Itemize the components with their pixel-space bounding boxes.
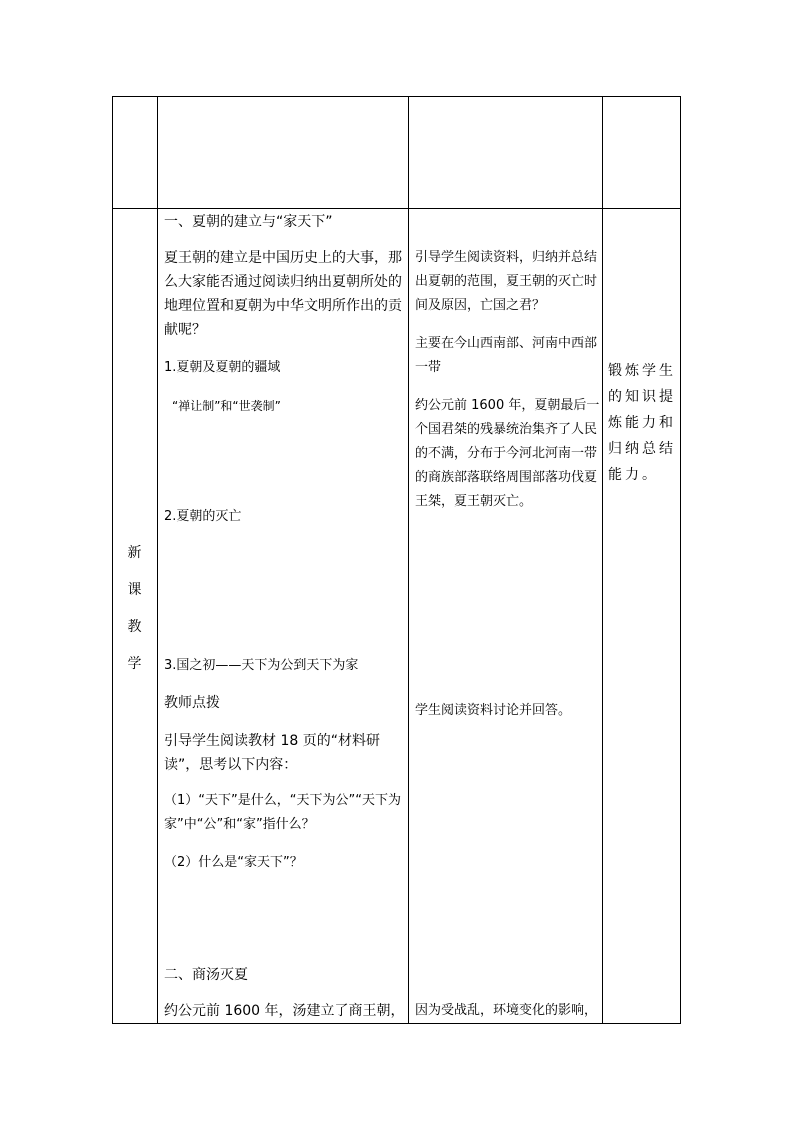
section-label [112, 535, 157, 683]
content-teacher: 教师点拨 [164, 695, 220, 711]
section-label-char: 课 [127, 582, 142, 598]
table-col-divider-2 [408, 96, 409, 1024]
content-question-1: （1）“天下”是什么，“天下为公”“天下为家”中“公”和“家”指什么？ [164, 793, 401, 832]
table-col-divider-1 [157, 96, 158, 1024]
content-question-2: （2）什么是“家天下”？ [164, 855, 303, 870]
activity-collapse: 约公元前 1600 年，夏朝最后一个国君桀的残暴统治集齐了人民的不满，分布于今河北河南一带的商族部落联络周围部落功伐夏王桀，夏王朝灭亡。 [415, 398, 600, 509]
content-last-line: 约公元前 1600 年，汤建立了商王朝， [164, 1003, 405, 1019]
design-intent: 锻炼学生的知识提炼能力和归纳总结能力。 [608, 363, 676, 483]
content-sub1-note: “禅让制”和“世袭制” [172, 399, 281, 413]
activity-last-line: 因为受战乱，环境变化的影响， [415, 1003, 598, 1018]
content-heading-2: 二、商汤灭夏 [164, 967, 248, 983]
activity-territory: 主要在今山西南部、河南中西部一带 [415, 336, 598, 375]
table-bottom-border [112, 1023, 681, 1024]
table-row-divider [112, 208, 681, 209]
content-heading-1: 一、夏朝的建立与“家天下” [164, 214, 333, 230]
section-label-char: 学 [127, 656, 142, 672]
section-label-char: 教 [127, 619, 142, 635]
activity-guide: 引导学生阅读资料，归纳并总结出夏朝的范围，夏王朝的灭亡时间及原因，亡国之君？ [415, 250, 598, 313]
content-sub2: 2.夏朝的灭亡 [164, 509, 242, 524]
content-guide: 引导学生阅读教材 18 页的“材料研读”，思考以下内容： [164, 733, 380, 773]
lesson-table [112, 96, 681, 1024]
table-col-divider-3 [602, 96, 603, 1024]
activity-discussion: 学生阅读资料讨论并回答。 [415, 703, 572, 718]
content-intro: 夏王朝的建立是中国历史上的大事，那么大家能否通过阅读归纳出夏朝所处的地理位置和夏朝为中华文明所作出的贡献呢？ [164, 250, 402, 338]
table-right-border [680, 96, 681, 1024]
table-top-border [112, 96, 681, 97]
section-label-char: 新 [127, 545, 142, 561]
content-sub3: 3.国之初——天下为公到天下为家 [164, 658, 359, 673]
content-sub1: 1.夏朝及夏朝的疆域 [164, 360, 281, 375]
